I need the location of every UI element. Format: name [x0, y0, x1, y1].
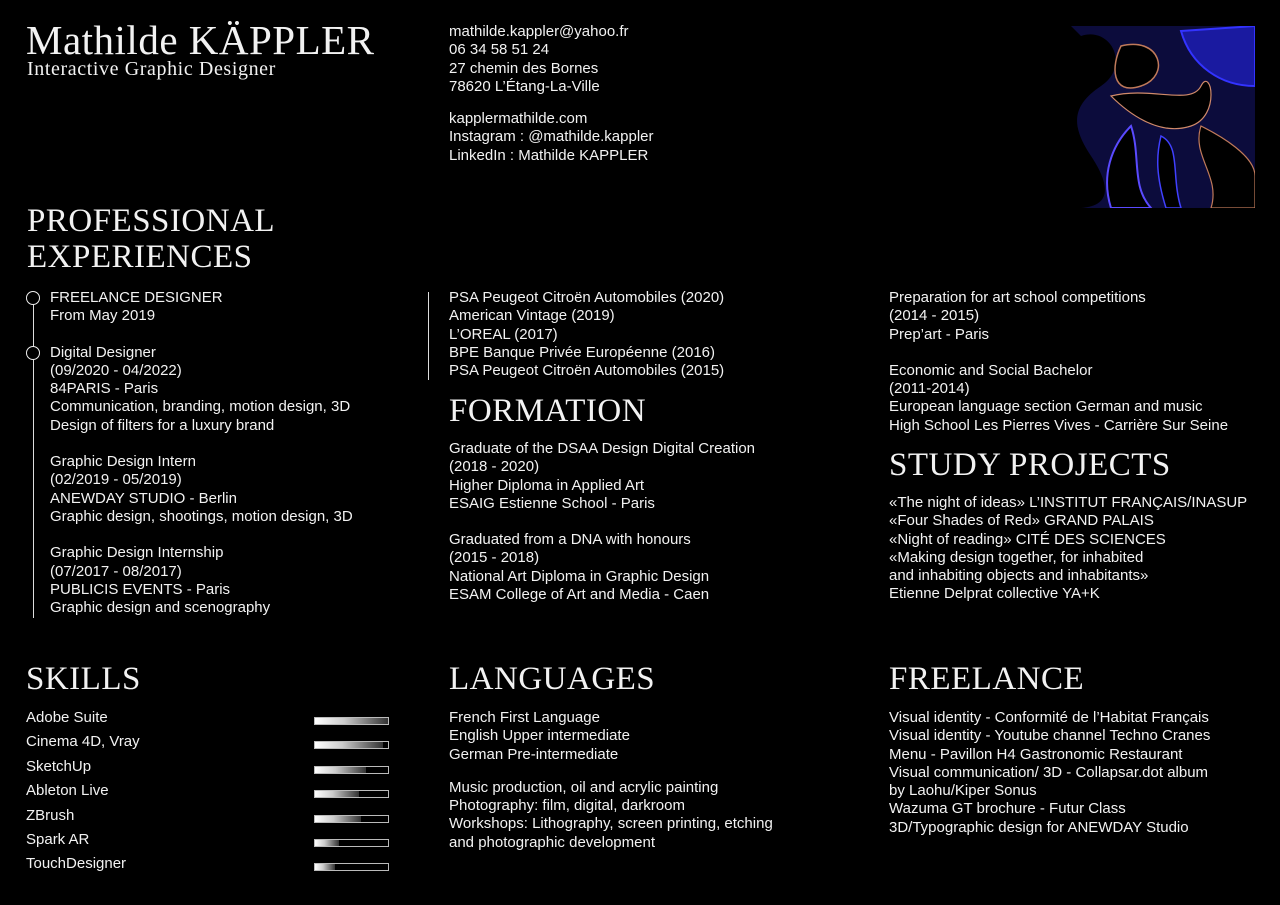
skill-level-fill	[315, 840, 339, 846]
interests: Music production, oil and acrylic painting	[449, 778, 719, 796]
formation-heading: FORMATION	[449, 393, 647, 429]
skill-label: TouchDesigner	[26, 855, 127, 873]
skill-label: SketchUp	[26, 757, 92, 775]
formation-list	[449, 440, 755, 622]
formation-entry: Graduate of the DSAA Design Digital Creation (2018 - 2020) Higher Diploma in Applied Art ESAIG Estienne School - Paris	[449, 440, 755, 512]
skill-level-fill	[315, 816, 361, 822]
clients-divider	[428, 292, 429, 380]
experience-heading: PROFESSIONAL EXPERIENCES	[27, 203, 276, 275]
skill-level-bar	[314, 839, 389, 847]
skill-row	[26, 707, 389, 731]
formation-entry: Economic and Social Bachelor (2011-2014) European language section German and music High School Les Pierres Vives - Carrière Sur Seine	[889, 361, 1229, 434]
linkedin[interactable]: LinkedIn : Mathilde KAPPLER	[449, 146, 649, 164]
study-projects-list: «The night of ideas» L’INSTITUT FRANÇAIS/INASUP «Four Shades of Red» GRAND PALAIS «Night of reading» CITÉ DES SCIENCES «Making design together, for inhabited and inhabiting objects and inhabitants» Etienne Delprat collective YA+K	[889, 494, 1248, 603]
job-title: Interactive Graphic Designer	[27, 58, 276, 80]
skill-label: Cinema 4D, Vray	[26, 733, 140, 751]
phone: 06 34 58 51 24	[449, 41, 550, 59]
timeline-dot-icon	[26, 291, 40, 305]
experience-entry: Graphic Design Internship (07/2017 - 08/2017) PUBLICIS EVENTS - Paris Graphic design and scenography	[50, 544, 271, 617]
website[interactable]: kapplermathilde.com	[449, 110, 588, 128]
experience-entry: FREELANCE DESIGNER From May 2019	[50, 289, 223, 325]
skill-label: Spark AR	[26, 831, 90, 848]
artwork-image	[1071, 26, 1255, 208]
contact-block	[449, 23, 654, 165]
languages-list: French First Language English Upper intermediate German Pre-intermediate Music production, oil and acrylic painting Photography: film, digital, darkroom Workshops: Lithography, screen printing, etching and photographic development	[449, 709, 773, 851]
study-projects-heading: STUDY PROJECTS	[889, 447, 1171, 483]
skill-level-bar	[314, 863, 389, 871]
experience-entry: Graphic Design Intern (02/2019 - 05/2019) ANEWDAY STUDIO - Berlin Graphic design, shootings, motion design, 3D	[50, 453, 353, 525]
formation-entry: Graduated from a DNA with honours (2015 - 2018) National Art Diploma in Graphic Design ESAM College of Art and Media - Caen	[449, 531, 710, 604]
skill-level-fill	[315, 742, 383, 748]
address-street: 27 chemin des Bornes	[449, 59, 599, 77]
experience-entry: Digital Designer (09/2020 - 04/2022) 84PARIS - Paris Communication, branding, motion design, 3D Design of filters for a luxury brand	[50, 343, 351, 434]
person-name: Mathilde KÄPPLER	[26, 17, 375, 63]
skill-level-bar	[314, 815, 389, 823]
skill-level-fill	[315, 864, 335, 870]
address-city: 78620 L’Étang-La-Ville	[449, 77, 600, 95]
skill-row	[26, 780, 389, 804]
skill-level-bar	[314, 766, 389, 774]
skill-label: Adobe Suite	[26, 709, 108, 726]
client-list: PSA Peugeot Citroën Automobiles (2020) American Vintage (2019) L’OREAL (2017) BPE Banque Privée Européenne (2016) PSA Peugeot Citroën Automobiles (2015)	[449, 289, 725, 380]
email[interactable]: mathilde.kappler@yahoo.fr	[449, 23, 629, 40]
skills-heading: SKILLS	[26, 661, 141, 697]
timeline-dot-icon	[26, 346, 40, 360]
freelance-heading: FREELANCE	[889, 661, 1085, 697]
instagram[interactable]: Instagram : @mathilde.kappler	[449, 128, 654, 146]
skill-row	[26, 853, 389, 877]
formation-entry: Preparation for art school competitions (2014 - 2015) Prep’art - Paris	[889, 289, 1146, 343]
skill-row	[26, 829, 389, 853]
skill-level-bar	[314, 790, 389, 798]
skill-level-bar	[314, 717, 389, 725]
skill-level-fill	[315, 791, 359, 797]
skill-level-bar	[314, 741, 389, 749]
skill-level-fill	[315, 767, 366, 773]
skill-row	[26, 805, 389, 829]
skill-label: Ableton Live	[26, 782, 109, 800]
skill-row	[26, 731, 389, 755]
formation-list-continued	[889, 289, 1228, 453]
skill-level-fill	[315, 718, 388, 724]
languages-heading: LANGUAGES	[449, 661, 656, 697]
experience-list	[50, 289, 353, 635]
skill-row	[26, 756, 389, 780]
freelance-list: Visual identity - Conformité de l’Habitat Français Visual identity - Youtube channel Techno Cranes Menu - Pavillon H4 Gastronomic Restaurant Visual communication/ 3D - Collapsar.dot album by Laohu/Kiper Sonus Wazuma GT brochure - Futur Class 3D/Typographic design for ANEWDAY Studio	[889, 709, 1211, 836]
skill-label: ZBrush	[26, 806, 75, 824]
